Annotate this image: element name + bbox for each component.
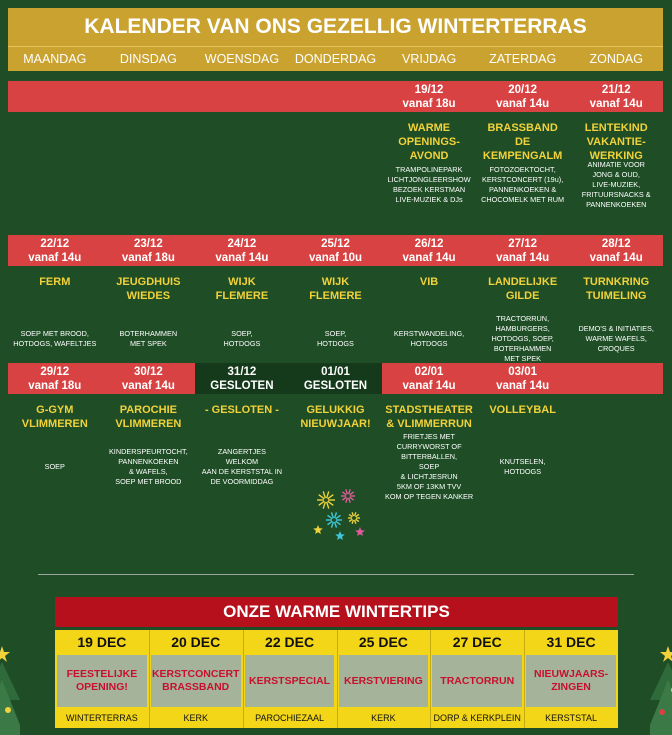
event-name-line: JEUGDHUIS (116, 276, 181, 288)
date-cell (102, 235, 196, 266)
tip-location: WINTERTERRAS (65, 713, 138, 723)
tip-location: PAROCHIEZAAL (255, 713, 324, 723)
date-cell (476, 81, 570, 112)
tip-column (337, 630, 431, 728)
tip-date: 25 DEC (358, 634, 408, 650)
tip-name (245, 655, 335, 707)
tip-date: 27 DEC (452, 634, 502, 650)
event-description-line: WARME WAFELS, (585, 334, 647, 343)
event-time: GESLOTEN (303, 380, 368, 392)
event-description-line: CHOCOMELK MET RUM (481, 195, 565, 204)
event-description-line: PANNENKOEKEN (118, 457, 179, 466)
event-description-line: HOTDOGS (223, 339, 261, 348)
event-time: vanaf 18u (402, 98, 456, 110)
event-name (569, 275, 663, 303)
weekday-maandag: MAANDAG (23, 52, 87, 66)
fireworks-icon (304, 478, 368, 542)
weekday-dinsdag: DINSDAG (119, 52, 177, 66)
event-description-line: CURRYWORST OF (396, 442, 462, 451)
event-name (382, 403, 476, 431)
event-description-line: & LICHTJESRUN (400, 472, 458, 481)
event-name-line: WERKING (589, 150, 643, 162)
tip-separator (337, 630, 338, 728)
event-description-line: HOTDOGS, SOEP, (491, 334, 554, 343)
tip-column (149, 630, 243, 728)
event-date: 28/12 (601, 238, 631, 250)
date-cell (382, 81, 476, 112)
calendar-title: KALENDER VAN ONS GEZELLIG WINTERTERRAS (8, 8, 663, 46)
tip-name-line: OPENING! (75, 681, 128, 693)
event-date: 01/01 (321, 366, 350, 378)
event-name-line: DE (514, 136, 531, 148)
christmas-tree-icon (0, 640, 20, 735)
event-date: 30/12 (133, 366, 163, 378)
event-name-line: LANDELIJKE (488, 276, 558, 288)
event-description-line: AAN DE KERSTSTAL IN (201, 467, 283, 476)
weekday-zaterdag: ZATERDAG (489, 52, 557, 66)
event-name-line: OPENINGS- (398, 136, 460, 148)
event-time: vanaf 14u (589, 252, 643, 264)
date-cell (569, 81, 663, 112)
event-description-line: HOTDOGS, WAFELTJES (13, 339, 97, 348)
event-description-line: KNUTSELEN, (499, 457, 546, 466)
tip-name-line: BRASSBAND (162, 681, 230, 693)
event-description-line: BOTERHAMMEN (119, 329, 178, 338)
event-description-line: DE VOORMIDDAG (210, 477, 274, 486)
event-name (195, 403, 289, 417)
event-name-line: WARME (407, 122, 451, 134)
event-name-line: WIJK (321, 276, 350, 288)
date-cell (8, 363, 102, 394)
event-name-line: PAROCHIE (119, 404, 177, 416)
tip-name (432, 655, 522, 707)
tip-column (55, 630, 149, 728)
event-name-line: & VLIMMERRUN (386, 418, 472, 430)
tip-name-text (344, 675, 423, 688)
event-name (476, 403, 570, 417)
event-description-line: DEMO'S & INITIATIES, (578, 324, 654, 333)
date-cell (102, 363, 196, 394)
event-time: vanaf 14u (402, 380, 456, 392)
event-description-line: SOEP (44, 462, 65, 471)
event-description-line: SOEP (418, 462, 440, 471)
event-date: 27/12 (508, 238, 538, 250)
event-time: vanaf 14u (215, 252, 269, 264)
tip-name-line: FEESTELIJKE (66, 668, 138, 680)
event-date: 26/12 (414, 238, 444, 250)
tip-name-line: KERSTVIERING (344, 674, 423, 687)
event-name-line: STADSTHEATER (385, 404, 473, 416)
event-date: 03/01 (508, 366, 538, 378)
event-name (476, 275, 570, 303)
event-description-line: LICHTJONGLEERSHOW (387, 175, 471, 184)
event-description-line: BEZOEK KERSTMAN (392, 185, 466, 194)
date-cell (476, 235, 570, 266)
event-date: 19/12 (414, 84, 444, 96)
tip-date: 22 DEC (265, 634, 315, 650)
tip-column (524, 630, 618, 728)
event-description-line: SOEP, (324, 329, 347, 338)
event-description (8, 329, 102, 349)
tip-name-line: NIEUWJAARS- (534, 668, 609, 680)
weekday-header (8, 46, 663, 71)
event-date: 24/12 (227, 238, 257, 250)
event-description-line: MET SPEK (504, 354, 542, 363)
tip-name (151, 655, 241, 707)
event-date: 23/12 (133, 238, 163, 250)
event-name (476, 121, 570, 163)
tip-name (339, 655, 429, 707)
event-name-line: FERM (39, 276, 71, 288)
event-description-line: SOEP MET BROOD (115, 477, 182, 486)
event-name-line: AVOND (409, 150, 449, 162)
date-cell (382, 363, 476, 394)
event-date: 21/12 (601, 84, 631, 96)
tip-separator (243, 630, 244, 728)
event-name-line: VLIMMEREN (115, 418, 182, 430)
weekday-vrijdag: VRIJDAG (402, 52, 457, 66)
event-description-line: JONG & OUD, (592, 170, 640, 179)
event-name-line: KEMPENGALM (482, 150, 563, 162)
date-cell (289, 363, 383, 394)
event-name-line: NIEUWJAAR! (300, 418, 371, 430)
date-cell (569, 235, 663, 266)
event-description (569, 324, 663, 354)
event-date: 02/01 (414, 366, 444, 378)
event-name-line: GILDE (505, 290, 540, 302)
tip-name-line: KERSTSPECIAL (249, 674, 331, 687)
event-description (102, 447, 196, 487)
event-name-line: FLEMERE (215, 290, 269, 302)
event-description (382, 329, 476, 349)
event-name-line: BRASSBAND (487, 122, 558, 134)
tip-name (57, 655, 147, 707)
date-cell (289, 235, 383, 266)
tip-date: 31 DEC (546, 634, 596, 650)
event-description (476, 457, 570, 477)
event-name-line: WIJK (228, 276, 256, 288)
event-description-line: TRACTORRUN, (496, 314, 550, 323)
event-description (195, 447, 289, 487)
date-cell (476, 363, 570, 394)
event-description-line: FRIETJES MET (403, 432, 455, 441)
tip-separator (430, 630, 431, 728)
event-description-line: FOTOZOEKTOCHT, (489, 165, 556, 174)
christmas-tree-icon (650, 640, 672, 735)
event-name (382, 121, 476, 163)
event-name-line: FLEMERE (309, 290, 362, 302)
weekday-woensdag: WOENSDAG (204, 52, 280, 66)
event-description-line: PANNENKOEKEN & (489, 185, 557, 194)
event-description-line: KERSTWANDELING, (393, 329, 465, 338)
tip-date: 19 DEC (77, 634, 127, 650)
event-description-line: KOM OP TEGEN KANKER (384, 492, 474, 501)
date-cell (195, 235, 289, 266)
event-description-line: ANIMATIE VOOR (587, 160, 645, 169)
event-description-line: HOTDOGS (317, 339, 354, 348)
event-date: 29/12 (40, 366, 70, 378)
event-time: vanaf 14u (496, 252, 550, 264)
tip-separator (149, 630, 150, 728)
event-time: vanaf 18u (28, 380, 82, 392)
event-date: 25/12 (321, 238, 350, 250)
tip-name-text (249, 675, 330, 688)
event-description-line: HOTDOGS (504, 467, 542, 476)
event-description (382, 165, 476, 205)
tips-table (55, 630, 618, 728)
event-name (102, 275, 196, 303)
event-name (289, 275, 383, 303)
event-name (382, 275, 476, 289)
event-name (289, 403, 383, 431)
event-description (289, 329, 383, 349)
event-description-line: MET SPEK (129, 339, 167, 348)
event-name (102, 403, 196, 431)
event-name-line: LENTEKIND (584, 122, 648, 134)
event-name-line: - GESLOTEN - (204, 404, 279, 416)
event-name (8, 275, 102, 289)
event-name-line: VLIMMEREN (21, 418, 88, 430)
event-time: vanaf 14u (496, 380, 550, 392)
event-description-line: 5KM OF 13KM TVV (396, 482, 462, 491)
event-name-line: TURNKRING (583, 276, 650, 288)
tip-location: KERK (183, 713, 208, 723)
tip-name (526, 655, 616, 707)
event-name-line: GELUKKIG (306, 404, 365, 416)
section-divider (38, 574, 634, 575)
event-description-line: KERSTCONCERT (19u), (482, 175, 564, 184)
event-description (382, 432, 476, 502)
event-date: 22/12 (40, 238, 70, 250)
event-time: vanaf 18u (121, 252, 175, 264)
event-time: GESLOTEN (210, 380, 274, 392)
tip-name-text (440, 675, 514, 688)
event-date: 31/12 (227, 366, 257, 378)
tip-name-line: ZINGEN (551, 681, 591, 693)
event-description-line: LIVE-MUZIEK & DJs (395, 195, 463, 204)
tip-separator (524, 630, 525, 728)
tip-location: DORP & KERKPLEIN (433, 713, 521, 723)
weekday-zondag: ZONDAG (589, 52, 643, 66)
event-time: vanaf 14u (402, 252, 456, 264)
tip-name-line: KERSTCONCERT (151, 668, 240, 680)
event-name-line: TUIMELING (585, 290, 647, 302)
event-description-line: BOTERHAMMEN (493, 344, 552, 353)
event-name-line: VOLLEYBAL (489, 404, 556, 416)
event-time: vanaf 14u (121, 380, 175, 392)
event-name (195, 275, 289, 303)
event-description (476, 314, 570, 364)
event-time: vanaf 14u (28, 252, 82, 264)
event-description-line: CROQUES (597, 344, 635, 353)
event-description-line: HAMBURGERS, (495, 324, 550, 333)
event-description-line: FRITUURSNACKS & (581, 190, 651, 199)
date-cell (195, 363, 289, 394)
event-time: vanaf 14u (589, 98, 643, 110)
event-description-line: TRAMPOLINEPARK (395, 165, 463, 174)
event-description (102, 329, 196, 349)
event-description-line: ZANGERTJES (217, 447, 266, 456)
tip-name-text (152, 668, 240, 694)
tip-location: KERK (371, 713, 396, 723)
tip-location: KERSTSTAL (545, 713, 597, 723)
weekday-donderdag: DONDERDAG (294, 52, 377, 66)
event-description-line: KINDERSPEURTOCHT, (108, 447, 188, 456)
event-description-line: SOEP, (231, 329, 253, 338)
date-cell (382, 235, 476, 266)
tips-title: ONZE WARME WINTERTIPS (55, 597, 618, 627)
event-name-line: VAKANTIE- (586, 136, 646, 148)
event-description-line: BITTERBALLEN, (401, 452, 458, 461)
event-name (569, 121, 663, 163)
tip-name-line: TRACTORRUN (440, 674, 515, 687)
tip-name-text (534, 668, 608, 694)
event-name (8, 403, 102, 431)
event-description-line: SOEP MET BROOD, (20, 329, 89, 338)
event-description-line: LIVE-MUZIEK, (592, 180, 641, 189)
tip-name-text (67, 668, 138, 694)
tip-column (243, 630, 337, 728)
event-description-line: WELKOM (225, 457, 259, 466)
event-description-line: HOTDOGS (410, 339, 448, 348)
date-cell (8, 235, 102, 266)
event-description (476, 165, 570, 205)
event-date: 20/12 (508, 84, 538, 96)
tip-column (430, 630, 524, 728)
event-description (569, 160, 663, 210)
event-description (8, 462, 102, 472)
event-description-line: PANNENKOEKEN (586, 200, 647, 209)
event-name-line: VIB (419, 276, 439, 288)
event-name-line: WIEDES (126, 290, 171, 302)
tip-date: 20 DEC (171, 634, 221, 650)
event-description (195, 329, 289, 349)
event-time: vanaf 14u (496, 98, 550, 110)
event-description-line: & WAFELS, (129, 467, 168, 476)
event-time: vanaf 10u (308, 252, 363, 264)
event-name-line: G-GYM (36, 404, 74, 416)
